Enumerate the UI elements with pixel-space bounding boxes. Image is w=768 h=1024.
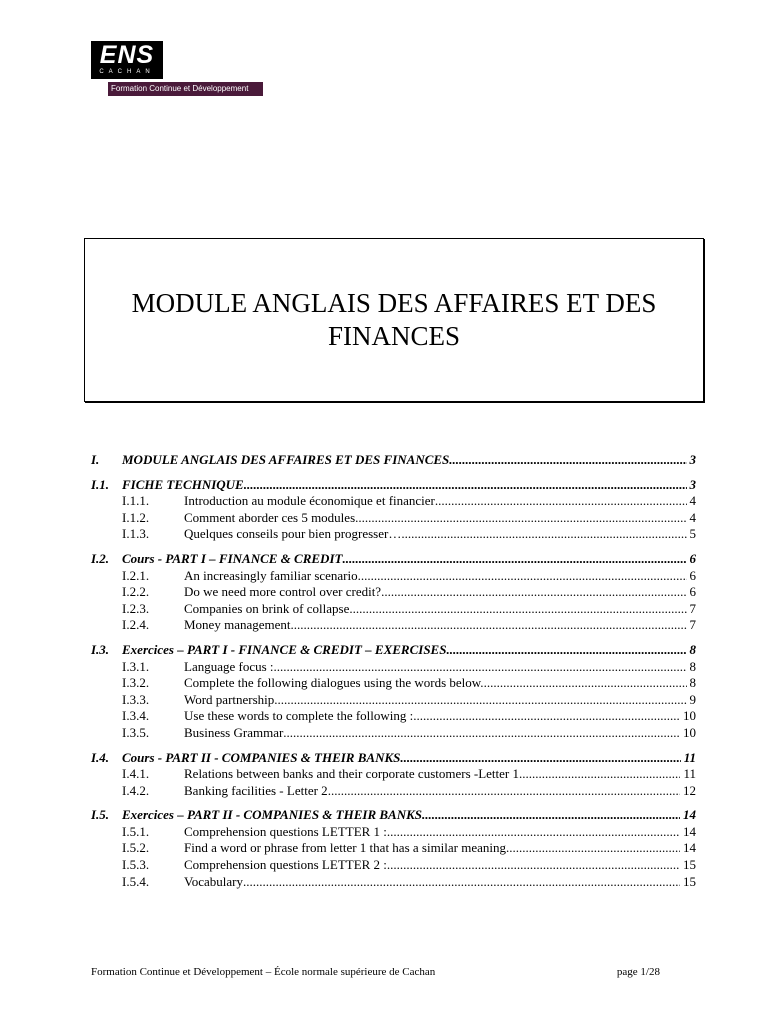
toc-entry[interactable] — [91, 642, 696, 659]
toc-entry-page: 8 — [689, 641, 696, 657]
toc-entry[interactable] — [91, 510, 696, 527]
toc-entry-title: Cours - PART II - COMPANIES & THEIR BANKS — [122, 749, 401, 765]
toc-entry-title: FICHE TECHNIQUE — [122, 476, 244, 492]
toc-entry-number: I.5. — [91, 807, 110, 823]
toc-entry-page: 11 — [683, 749, 696, 765]
toc-leader-dots — [283, 725, 680, 742]
toc-entry-page: 15 — [683, 873, 696, 889]
toc-entry[interactable] — [91, 857, 696, 874]
toc-entry-title: Comment aborder ces 5 modules — [184, 509, 356, 525]
document-title: MODULE ANGLAIS DES AFFAIRES ET DES FINANCES — [131, 288, 657, 351]
toc-entry-title: Introduction au module économique et financier — [184, 493, 435, 509]
toc-leader-dots — [387, 857, 680, 874]
toc-entry-title: Do we need more control over credit? — [184, 584, 382, 600]
toc-leader-dots — [449, 452, 686, 469]
ens-cachan-logo — [91, 41, 249, 93]
toc-entry-page: 10 — [683, 708, 696, 724]
toc-leader-dots — [413, 708, 680, 725]
toc-entry[interactable] — [91, 750, 696, 767]
toc-entry-number: I.5.3. — [122, 857, 150, 873]
toc-entry[interactable] — [91, 584, 696, 601]
toc-entry-number: I.4.1. — [122, 766, 150, 782]
toc-entry[interactable] — [91, 783, 696, 800]
toc-entry[interactable] — [91, 725, 696, 742]
toc-entry-page: 7 — [689, 617, 696, 633]
toc-leader-dots — [328, 783, 680, 800]
toc-entry-title: Word partnership — [184, 691, 275, 707]
toc-leader-dots — [435, 493, 687, 510]
toc-entry-number: I.5.1. — [122, 823, 150, 839]
toc-entry-number: I.3.3. — [122, 691, 150, 707]
toc-entry-title: Comprehension questions LETTER 1 : — [184, 823, 387, 839]
toc-leader-dots — [274, 692, 686, 709]
toc-entry-title: Exercices – PART I - FINANCE & CREDIT – EXERCISES — [122, 641, 447, 657]
toc-entry-title: Companies on brink of collapse. — [184, 600, 353, 616]
toc-leader-dots — [422, 807, 680, 824]
toc-entry-title: MODULE ANGLAIS DES AFFAIRES ET DES FINANCES — [122, 452, 450, 467]
toc-entry-page: 8 — [689, 675, 696, 691]
toc-entry-title: Complete the following dialogues using the words below. — [184, 675, 484, 691]
toc-entry-number: I.2.4. — [122, 617, 150, 633]
toc-entry-number: I.4.2. — [122, 782, 150, 798]
toc-entry-page: 6 — [689, 567, 696, 583]
toc-leader-dots — [291, 617, 687, 634]
toc-entry-title: Relations between banks and their corporate customers -Letter 1 — [184, 766, 519, 782]
toc-entry-page: 6 — [689, 584, 696, 600]
toc-leader-dots — [274, 659, 687, 676]
toc-entry-number: I.3.5. — [122, 724, 150, 740]
toc-entry-number: I.1. — [91, 476, 110, 492]
toc-entry[interactable] — [91, 477, 696, 494]
toc-leader-dots — [244, 477, 687, 494]
toc-entry-number: I.5.4. — [122, 873, 150, 889]
logo-department-band: Formation Continue et Développement — [108, 82, 263, 96]
toc-entry-page: 15 — [683, 857, 696, 873]
toc-entry-number: I.1.3. — [122, 526, 150, 542]
toc-entry-number: I.2. — [91, 550, 110, 566]
toc-leader-dots — [401, 526, 686, 543]
toc-leader-dots — [400, 750, 680, 767]
toc-entry-title: Money management — [184, 617, 291, 633]
toc-leader-dots — [519, 766, 680, 783]
title-box — [84, 238, 704, 402]
toc-entry-page: 7 — [689, 600, 696, 616]
toc-entry-page: 12 — [683, 782, 696, 798]
toc-entry-page: 4 — [689, 509, 696, 525]
toc-leader-dots — [342, 551, 686, 568]
toc-entry-title: Vocabulary — [184, 873, 243, 889]
toc-entry-title: Language focus : — [184, 658, 274, 674]
logo-mark — [91, 41, 163, 79]
toc-entry-number: I.5.2. — [122, 840, 150, 856]
toc-entry[interactable] — [91, 617, 696, 634]
toc-entry-number: I.2.2. — [122, 584, 150, 600]
toc-entry[interactable] — [91, 601, 696, 618]
toc-entry[interactable] — [91, 659, 696, 676]
toc-entry-number: I.2.1. — [122, 567, 150, 583]
toc-entry-title: Banking facilities - Letter 2 — [184, 782, 328, 798]
toc-entry[interactable] — [91, 874, 696, 891]
toc-entry-page: 14 — [683, 840, 696, 856]
toc-entry[interactable] — [91, 708, 696, 725]
toc-entry-title: Comprehension questions LETTER 2 : — [184, 857, 387, 873]
toc-leader-dots — [381, 584, 686, 601]
toc-entry[interactable] — [91, 526, 696, 543]
toc-leader-dots — [446, 642, 686, 659]
toc-entry-page: 3 — [689, 476, 696, 492]
toc-entry[interactable] — [91, 493, 696, 510]
toc-entry-number: I. — [91, 452, 100, 467]
toc-entry[interactable] — [91, 675, 696, 692]
toc-entry-title: Quelques conseils pour bien progresser… — [184, 526, 402, 542]
toc-entry-number: I.3.2. — [122, 675, 150, 691]
page-footer — [91, 966, 671, 978]
toc-entry-number: I.3. — [91, 641, 110, 657]
toc-entry-title: Use these words to complete the following : — [184, 708, 414, 724]
logo-ens-text: ENS — [99, 41, 155, 69]
toc-leader-dots — [484, 675, 687, 692]
toc-entry-title: An increasingly familiar scenario — [184, 567, 358, 583]
toc-entry-page: 3 — [689, 452, 696, 467]
toc-entry-number: I.2.3. — [122, 600, 150, 616]
toc-entry-number: I.3.4. — [122, 708, 150, 724]
toc-entry[interactable] — [91, 840, 696, 857]
toc-entry[interactable] — [91, 692, 696, 709]
toc-entry-title: Exercices – PART II - COMPANIES & THEIR BANKS — [122, 807, 422, 823]
toc-entry[interactable] — [91, 824, 696, 841]
toc-entry-page: 4 — [689, 493, 696, 509]
toc-leader-dots — [355, 510, 686, 527]
toc-leader-dots — [358, 568, 687, 585]
toc-entry-title: Find a word or phrase from letter 1 that has a similar meaning. — [184, 840, 510, 856]
footer-page-number: page 1/28 — [616, 966, 660, 978]
toc-entry-number: I.1.1. — [122, 493, 150, 509]
toc-entry[interactable] — [91, 568, 696, 585]
toc-entry[interactable] — [91, 807, 696, 824]
toc-leader-dots — [387, 824, 680, 841]
toc-leader-dots — [243, 874, 680, 891]
logo-city-text: CACHAN — [99, 69, 155, 75]
toc-entry-page: 6 — [689, 550, 696, 566]
toc-entry-page: 9 — [689, 691, 696, 707]
table-of-contents — [91, 452, 696, 890]
toc-entry-number: I.4. — [91, 749, 110, 765]
toc-entry-page: 8 — [689, 658, 696, 674]
toc-entry-title: Business Grammar — [184, 724, 284, 740]
toc-entry-number: I.3.1. — [122, 658, 150, 674]
toc-leader-dots — [509, 840, 680, 857]
toc-entry[interactable] — [91, 766, 696, 783]
footer-institution: Formation Continue et Développement – École normale supérieure de Cachan — [91, 966, 436, 978]
toc-entry-number: I.1.2. — [122, 509, 150, 525]
toc-leader-dots — [353, 601, 687, 618]
toc-entry[interactable] — [91, 551, 696, 568]
toc-entry[interactable] — [91, 452, 696, 469]
toc-entry-page: 14 — [683, 823, 696, 839]
toc-entry-page: 14 — [683, 807, 696, 823]
toc-entry-page: 11 — [683, 766, 696, 782]
toc-entry-page: 10 — [683, 724, 696, 740]
toc-entry-page: 5 — [689, 526, 696, 542]
toc-entry-title: Cours - PART I – FINANCE & CREDIT — [122, 550, 343, 566]
